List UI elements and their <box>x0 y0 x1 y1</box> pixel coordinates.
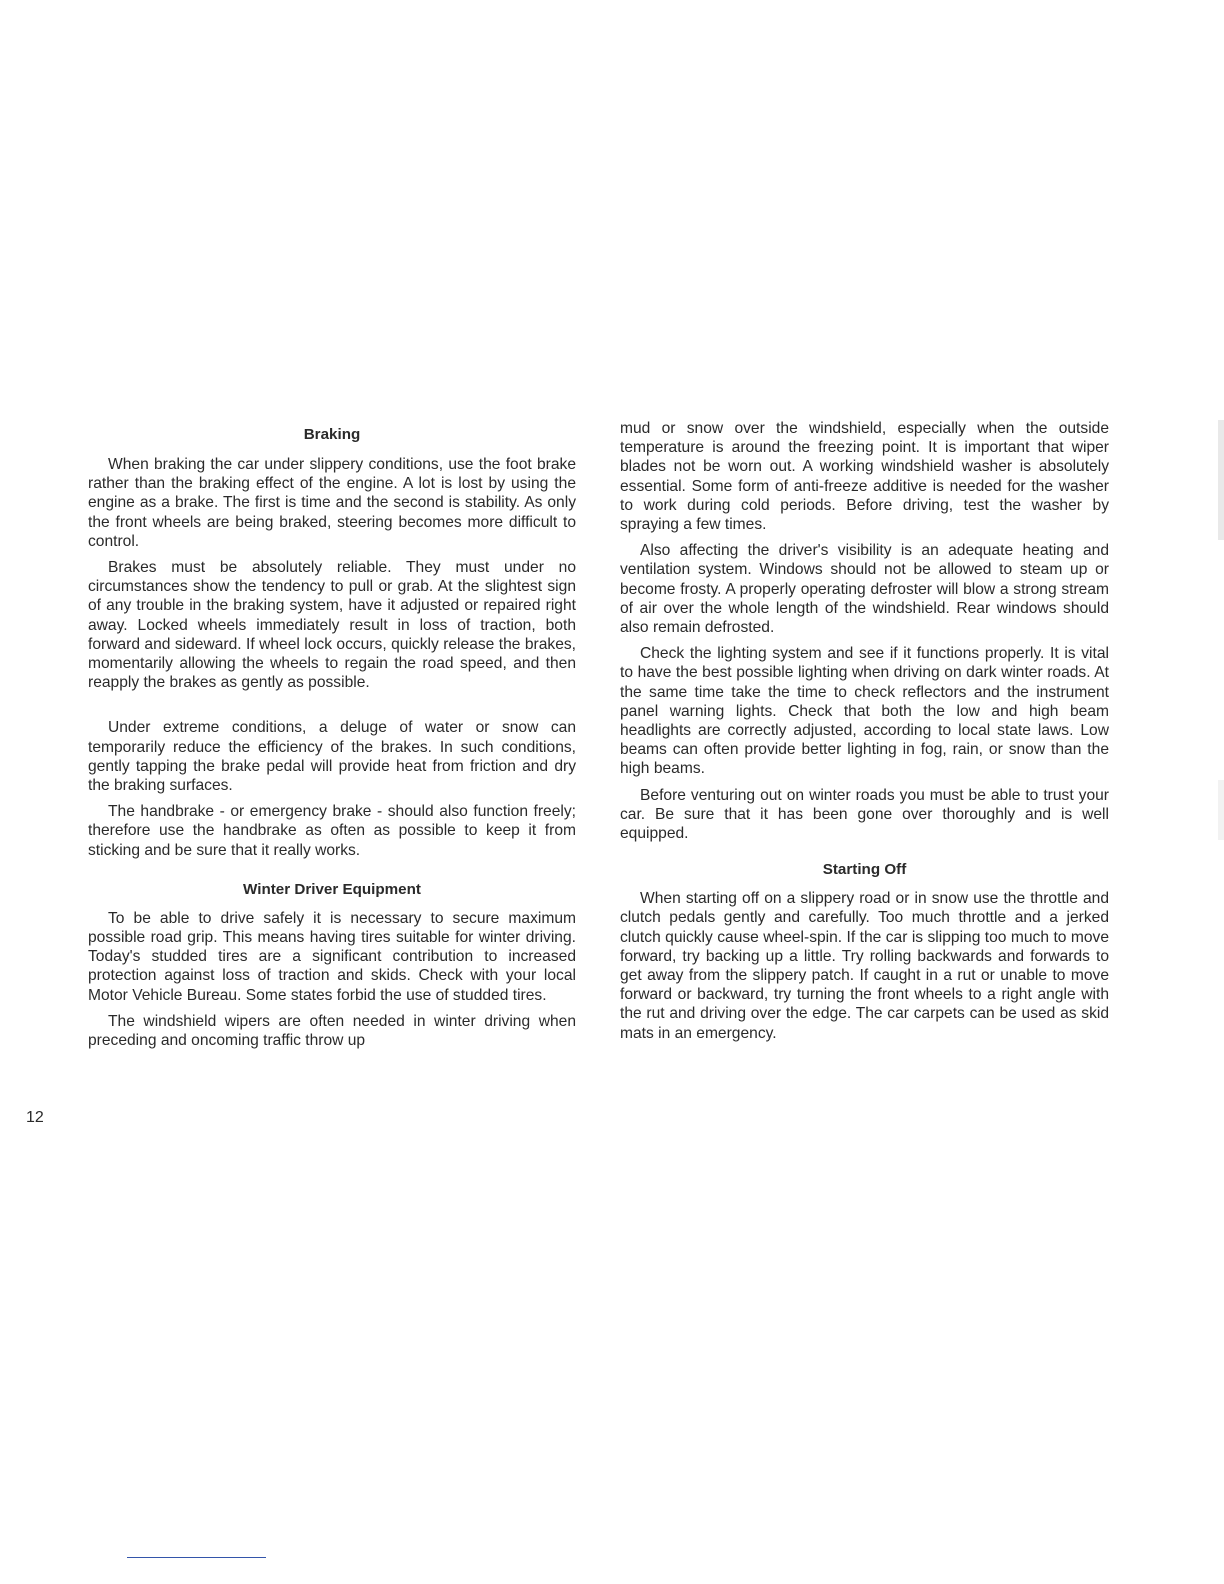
braking-paragraph-3: Under extreme conditions, a deluge of water or snow can temporarily reduce the efficiency of the brakes. In such conditions, gently tapping the brake pedal will provide heat from friction and dry the braking surfaces. <box>88 719 576 795</box>
scan-edge-shadow-lower <box>1218 780 1224 840</box>
braking-paragraph-4: The handbrake - or emergency brake - should also function freely; therefore use the handbrake as often as possible to keep it from sticking and be sure that it really works. <box>88 803 576 859</box>
left-column <box>88 420 576 1050</box>
winter-paragraph-2: The windshield wipers are often needed in winter driving when preceding and oncoming traffic throw up <box>88 1012 576 1050</box>
continued-paragraph: mud or snow over the windshield, especially when the outside temperature is around the freezing point. It is important that wiper blades not be worn out. A working windshield washer is absolutely essential. Some form of anti-freeze additive is needed for the washer to work during cold periods. Before driving, test the washer by spraying a few times. <box>620 420 1109 534</box>
scan-edge-shadow <box>1218 420 1224 540</box>
winter-equipment-heading: Winter Driver Equipment <box>243 880 421 898</box>
winter-paragraph-1: To be able to drive safely it is necessary to secure maximum possible road grip. This means having tires suitable for winter driving. Today's studded tires are a significant contribution to increased protection against loss of traction and skids. Check with your local Motor Vehicle Bureau. Some states forbid the use of studded tires. <box>88 909 576 1004</box>
braking-paragraph-1: When braking the car under slippery conditions, use the foot brake rather than the braking effect of the engine. A lot is lost by using the engine as a brake. The first is time and the second is stability. As only the front wheels are being braked, steering becomes more difficult to control. <box>88 456 576 550</box>
braking-paragraph-2: Brakes must be absolutely reliable. They must under no circumstances show the tendency to pull or grab. At the slightest sign of any trouble in the braking system, have it adjusted or repaired right away. Locked wheels immediately result in loss of traction, both forward and sideward. If wheel lock occurs, quickly release the brakes, momentarily allowing the wheels to regain the road speed, and then reapply the brakes as gently as possible. <box>88 559 576 692</box>
starting-off-paragraph: When starting off on a slippery road or in snow use the throttle and clutch pedals gently and carefully. Too much throttle and a jerked clutch quickly cause wheel-spin. If the car is slipping too much to move forward, try backing up a little. Try rolling backwards and forwards to get away from the slippery patch. If caught in a rut or unable to move forward or backward, try turning the front wheels to a right angle with the rut and driving over the edge. The car carpets can be used as skid mats in an emergency. <box>620 890 1109 1042</box>
lighting-paragraph: Check the lighting system and see if it functions properly. It is vital to have the best possible lighting when driving on dark winter roads. At the same time take the time to check reflectors and the instrument panel warning lights. Check that both the low and high beam headlights are correctly adjusted, according to local state laws. Low beams can often provide better lighting in fog, rain, or snow than the high beams. <box>620 645 1109 778</box>
right-column <box>620 419 1109 1043</box>
footer-rule <box>127 1557 266 1558</box>
braking-heading: Braking <box>303 426 361 443</box>
visibility-paragraph: Also affecting the driver's visibility is an adequate heating and ventilation system. Windows should not be allowed to steam up or become frosty. A properly operating defroster will blow a strong stream of air over the whole length of the windshield. Rear windows should also remain defrosted. <box>620 542 1109 637</box>
trust-car-paragraph: Before venturing out on winter roads you must be able to trust your car. Be sure that it has been gone over thoroughly and is well equipped. <box>620 786 1109 843</box>
page-number: 12 <box>26 1109 44 1126</box>
starting-off-heading: Starting Off <box>822 861 907 879</box>
